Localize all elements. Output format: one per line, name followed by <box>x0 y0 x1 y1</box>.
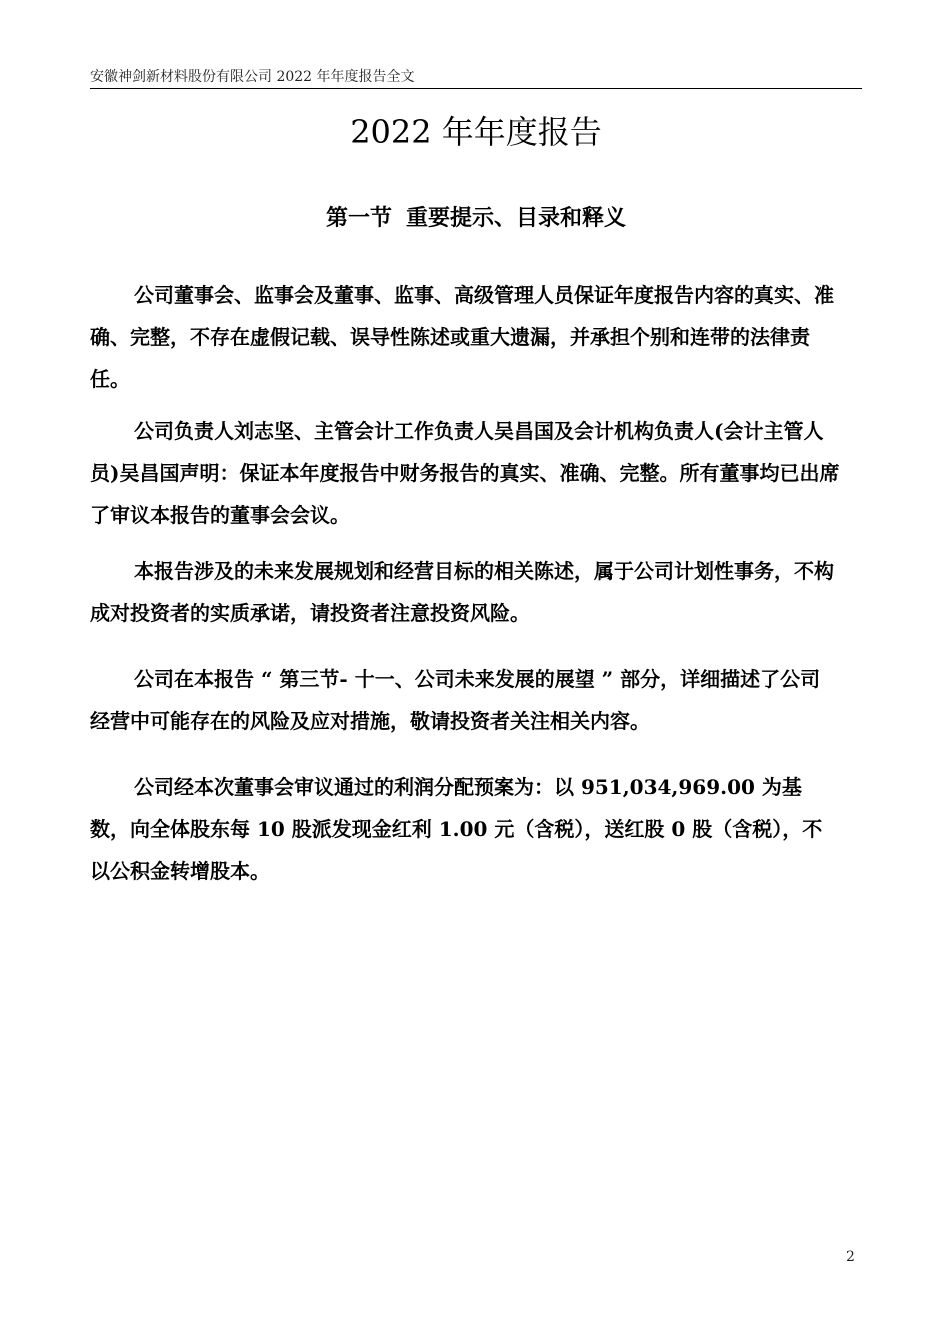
page-number: 2 <box>846 1249 855 1265</box>
running-header-text: 安徽神剑新材料股份有限公司 2022 年年度报告全文 <box>90 69 415 85</box>
notice-paragraph-forward-looking: 本报告涉及的未来发展规划和经营目标的相关陈述，属于公司计划性事务，不构成对投资者的实质承诺，请投资者注意投资风险。 <box>90 559 834 625</box>
document-title: 2022 年年度报告 <box>350 113 602 151</box>
notice-paragraph-declaration: 公司负责人刘志坚、主管会计工作负责人吴昌国及会计机构负责人(会计主管人员)吴昌国声明：保证本年度报告中财务报告的真实、准确、完整。所有董事均已出席了审议本报告的董事会会议。 <box>90 419 840 527</box>
notice-paragraph-responsibility: 公司董事会、监事会及董事、监事、高级管理人员保证年度报告内容的真实、准确、完整，不存在虚假记载、误导性陈述或重大遗漏，并承担个别和连带的法律责任。 <box>90 283 834 391</box>
notice-paragraph-risk: 公司在本报告 “ 第三节- 十一、公司未来发展的展望 ” 部分，详细描述了公司经营中可能存在的风险及应对措施，敬请投资者关注相关内容。 <box>90 667 821 733</box>
section-number: 第一节 <box>325 205 392 231</box>
running-header <box>90 66 862 89</box>
notice-paragraph-profit-distribution: 公司经本次董事会审议通过的利润分配预案为：以 951,034,969.00 为基数，向全体股东每 10 股派发现金红利 1.00 元（含税），送红股 0 股（含税），不以公积金转增股本。 <box>90 775 823 883</box>
section-title <box>90 198 862 238</box>
section-name: 重要提示、目录和释义 <box>406 205 627 231</box>
